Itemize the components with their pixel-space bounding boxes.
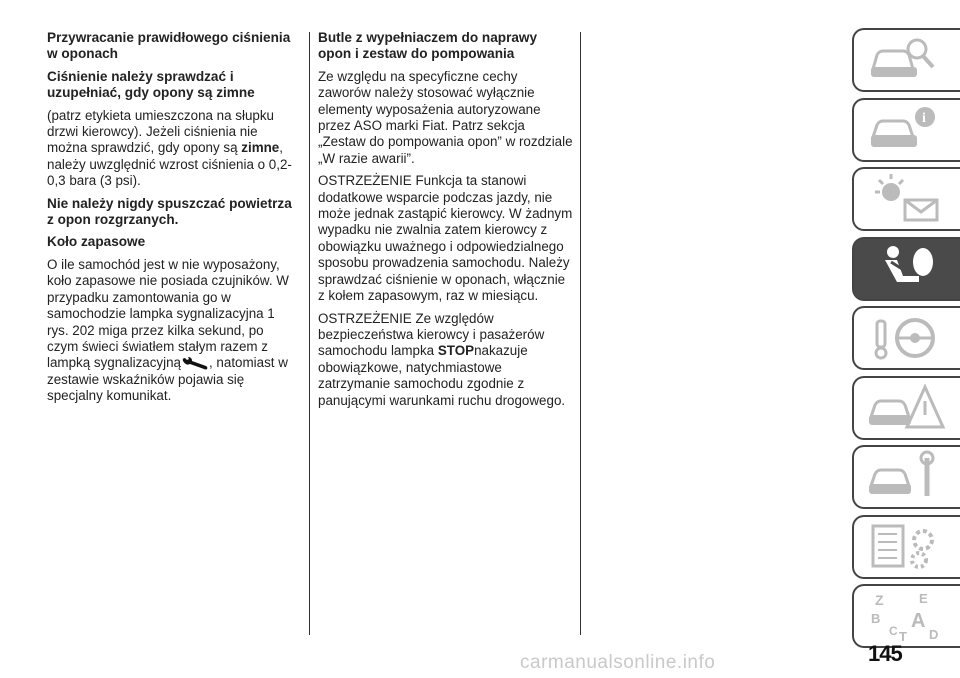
page-number: 145	[868, 641, 902, 666]
index-letter: T	[899, 629, 907, 643]
index-letter: C	[889, 624, 898, 638]
tab-car-info[interactable]	[852, 98, 960, 162]
heading-sealant-kit: Butle z wypełniaczem do naprawy opon i zestaw do pompowania	[318, 30, 538, 62]
heading-never-deflate: Nie należy nigdy spuszczać powietrza z opon rozgrzanych.	[47, 195, 292, 228]
tab-car-search[interactable]	[852, 28, 960, 92]
paragraph-spare-wheel: O ile samochód jest w nie wyposażony, koło zapasowe nie posiada czujników. W przypadku zamontowania go w samochodzie lampka sygnalizacyjna 1 rys. 202 miga przez kilka sekund, po czym świeci światłem stałym razem z lampką sygnalizacyjną , natomiast w zestawie wskaźników pojawia się specjalny komunikat.	[47, 256, 289, 404]
car-info-icon	[867, 103, 947, 157]
car-search-icon	[867, 33, 947, 87]
heading-spare-wheel: Koło zapasowe	[47, 234, 146, 250]
column-divider-right	[580, 32, 581, 635]
chapter-tabs	[852, 28, 960, 654]
middle-column	[318, 30, 573, 415]
tab-key-steering[interactable]	[852, 306, 960, 370]
tab-emergency[interactable]	[852, 376, 960, 440]
tab-maintenance[interactable]	[852, 445, 960, 509]
specs-gear-icon	[867, 520, 947, 574]
watermark: carmanualsonline.info	[520, 652, 716, 673]
car-warning-triangle-icon	[867, 381, 947, 435]
bold-cold: zimne	[241, 140, 280, 156]
bold-stop: STOP	[437, 343, 475, 359]
heading-check-cold-tires: Ciśnienie należy sprawdzać i uzupełniać, gdy opony są zimne	[47, 68, 255, 101]
alphabet-index-icon	[867, 589, 947, 643]
index-letter: E	[919, 591, 928, 606]
left-column	[47, 30, 297, 411]
index-letter: Z	[875, 592, 884, 608]
index-letter: D	[929, 627, 939, 642]
tab-index[interactable]	[852, 584, 960, 648]
seat-airbag-icon	[867, 242, 947, 296]
index-letter: A	[911, 610, 926, 632]
index-letter: B	[871, 611, 881, 626]
wrench-warning-light-icon	[181, 357, 209, 371]
key-steering-wheel-icon	[867, 311, 947, 365]
paragraph-warning-stop: OSTRZEŻENIE Ze względów bezpieczeństwa kierowcy i pasażerów samochodu lampka STOPnakazuje obowiązkowe, natychmiastowe zatrzymanie samochodu zgodnie z panującymi warunkami ruchu drogowego.	[318, 310, 566, 408]
paragraph-valves: Ze względu na specyficzne cechy zaworów należy stosować wyłącznie elementy wyposażenia autoryzowane przez ASO marki Fiat. Patrz sekcja „Zestaw do pompowania opon” w rozdziale „W razie awarii”.	[318, 68, 573, 166]
tab-warning-lights[interactable]	[852, 167, 960, 231]
paragraph-pressure-check: (patrz etykieta umieszczona na słupku drzwi kierowcy). Jeżeli ciśnienia nie można sprawdzić, gdy opony są zimne, należy uwzględnić wzrost ciśnienia o 0,2-0,3 bara (3 psi).	[47, 107, 292, 189]
paragraph-warning-driver: OSTRZEŻENIE Funkcja ta stanowi dodatkowe wsparcie podczas jazdy, nie może jednak zastąpić kierowcy. W żadnym wypadku nie zwalnia zatem kierowcy z obowiązku uważnego i odpowiedzialnego sposobu prowadzenia samochodu. Należy sprawdzać ciśnienie w oponach, włącznie z kołem zapasowym, raz w miesiącu.	[318, 173, 573, 304]
svg-text:i: i	[922, 110, 926, 126]
heading-tire-pressure-restore: Przywracanie prawidłowego ciśnienia w oponach	[47, 30, 291, 62]
tab-specs[interactable]	[852, 515, 960, 579]
column-divider-left	[309, 32, 310, 635]
car-wrench-icon	[867, 450, 947, 504]
tab-safety[interactable]	[852, 237, 960, 301]
warning-light-message-icon	[867, 172, 947, 226]
